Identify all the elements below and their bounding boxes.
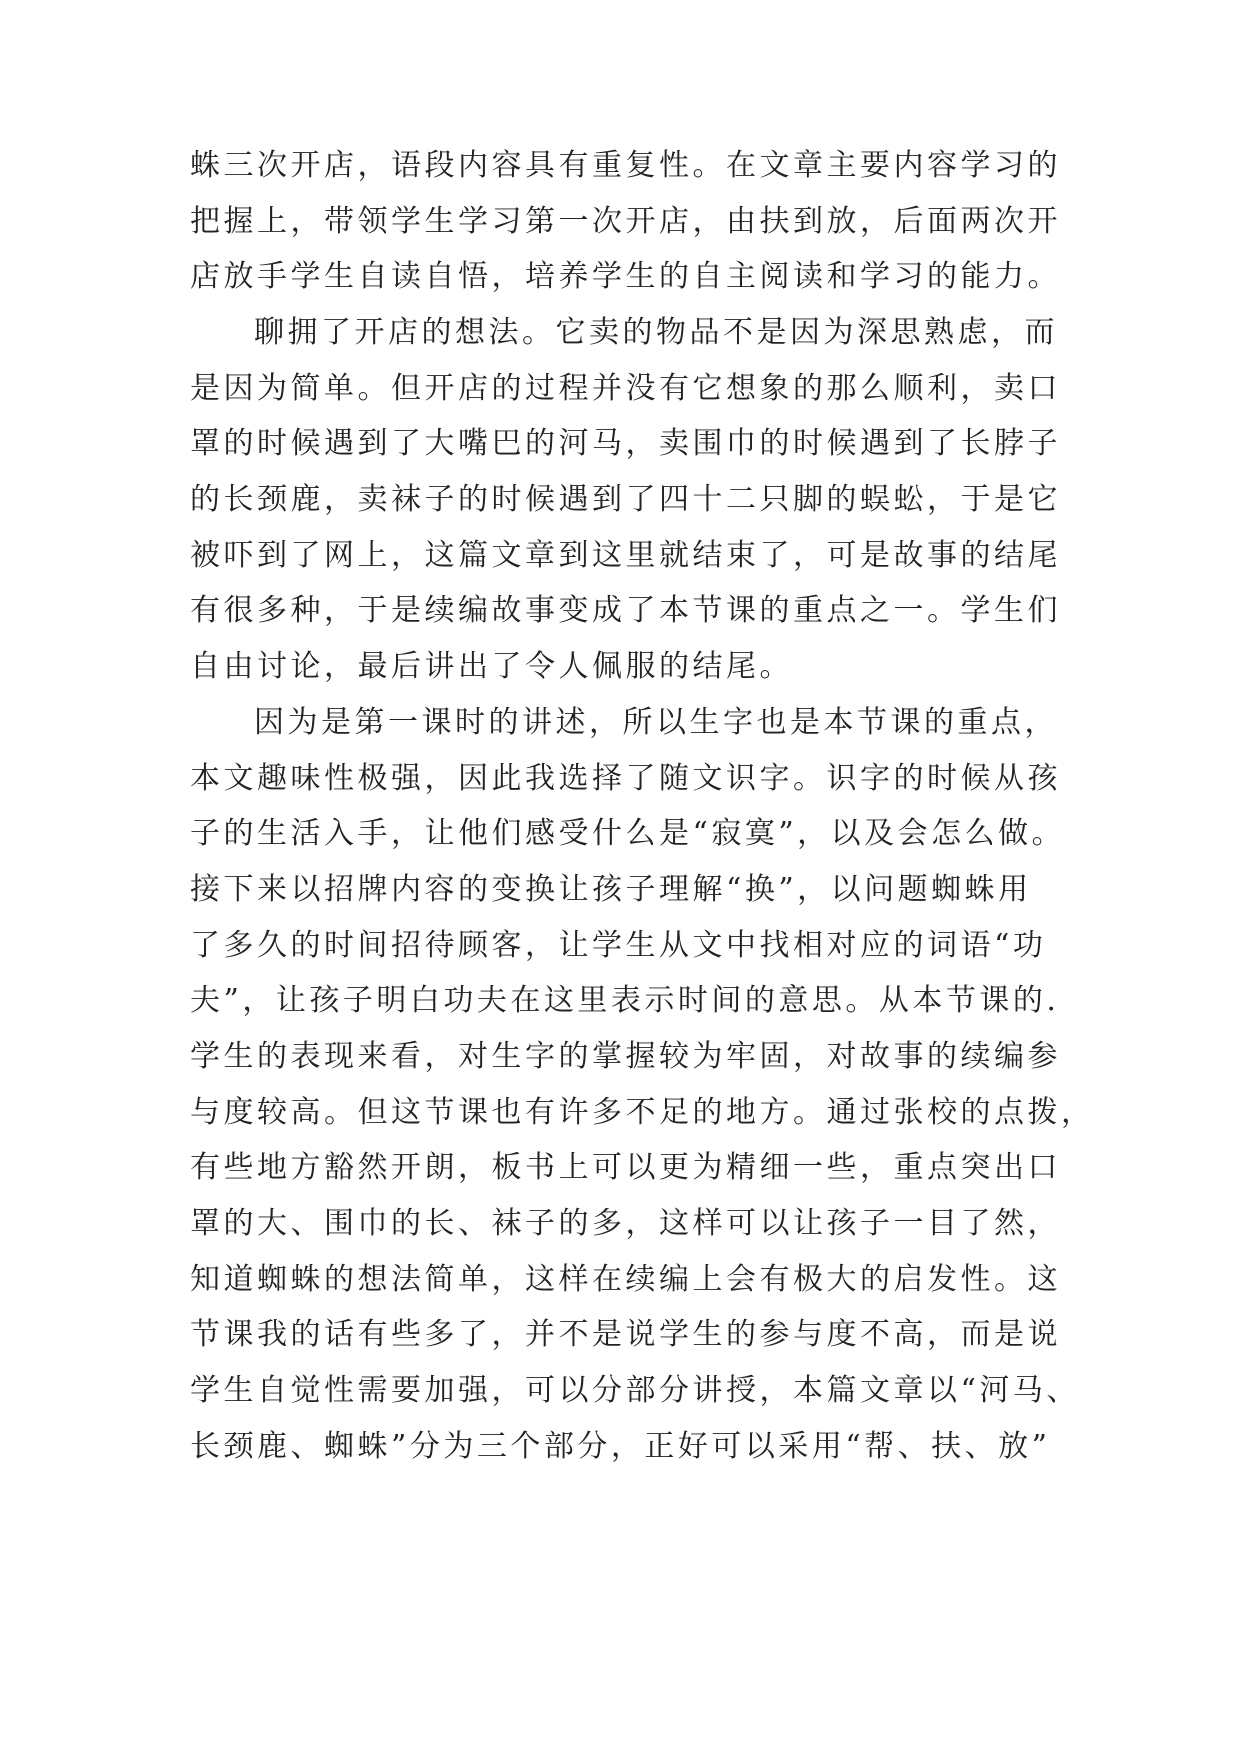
text-line: 罩的时候遇到了大嘴巴的河马，卖围巾的时候遇到了长脖子: [190, 426, 1061, 461]
text-line: 夫”，让孩子明白功夫在这里表示时间的意思。从本节课的.: [190, 983, 1060, 1018]
text-line: 了多久的时间招待顾客，让学生从文中找相对应的词语“功: [190, 928, 1047, 963]
text-line: 罩的大、围巾的长、袜子的多，这样可以让孩子一目了然，: [190, 1206, 1061, 1241]
text-line: 自由讨论，最后讲出了令人佩服的结尾。: [190, 649, 793, 684]
text-line: 节课我的话有些多了，并不是说学生的参与度不高，而是说: [190, 1317, 1061, 1352]
text-line: 有很多种，于是续编故事变成了本节课的重点之一。学生们: [190, 593, 1061, 628]
text-line: 有些地方豁然开朗，板书上可以更为精细一些，重点突出口: [190, 1150, 1061, 1185]
text-line: 把握上，带领学生学习第一次开店，由扶到放，后面两次开: [190, 204, 1061, 239]
paragraph-start-line: 因为是第一课时的讲述，所以生字也是本节课的重点，: [254, 705, 1058, 740]
text-line: 学生自觉性需要加强，可以分部分讲授，本篇文章以“河马、: [190, 1373, 1080, 1408]
text-line: 蛛三次开店，语段内容具有重复性。在文章主要内容学习的: [190, 148, 1061, 183]
text-line: 本文趣味性极强，因此我选择了随文识字。识字的时候从孩: [190, 761, 1061, 796]
text-line: 被吓到了网上，这篇文章到这里就结束了，可是故事的结尾: [190, 538, 1061, 573]
text-line: 子的生活入手，让他们感受什么是“寂寞”，以及会怎么做。: [190, 816, 1066, 851]
text-line: 是因为简单。但开店的过程并没有它想象的那么顺利，卖口: [190, 371, 1061, 406]
text-line: 学生的表现来看，对生字的掌握较为牢固，对故事的续编参: [190, 1039, 1061, 1074]
text-line: 长颈鹿、蜘蛛”分为三个部分，正好可以采用“帮、扶、放”: [190, 1429, 1051, 1464]
text-line: 接下来以招牌内容的变换让孩子理解“换”，以问题蜘蛛用: [190, 872, 1032, 907]
text-line: 的长颈鹿，卖袜子的时候遇到了四十二只脚的蜈蚣，于是它: [190, 482, 1061, 517]
text-line: 与度较高。但这节课也有许多不足的地方。通过张校的点拨，: [190, 1095, 1095, 1130]
text-line: 知道蜘蛛的想法简单，这样在续编上会有极大的启发性。这: [190, 1262, 1061, 1297]
paragraph-start-line: 聊拥了开店的想法。它卖的物品不是因为深思熟虑，而: [254, 315, 1058, 350]
text-line: 店放手学生自读自悟，培养学生的自主阅读和学习的能力。: [190, 259, 1061, 294]
